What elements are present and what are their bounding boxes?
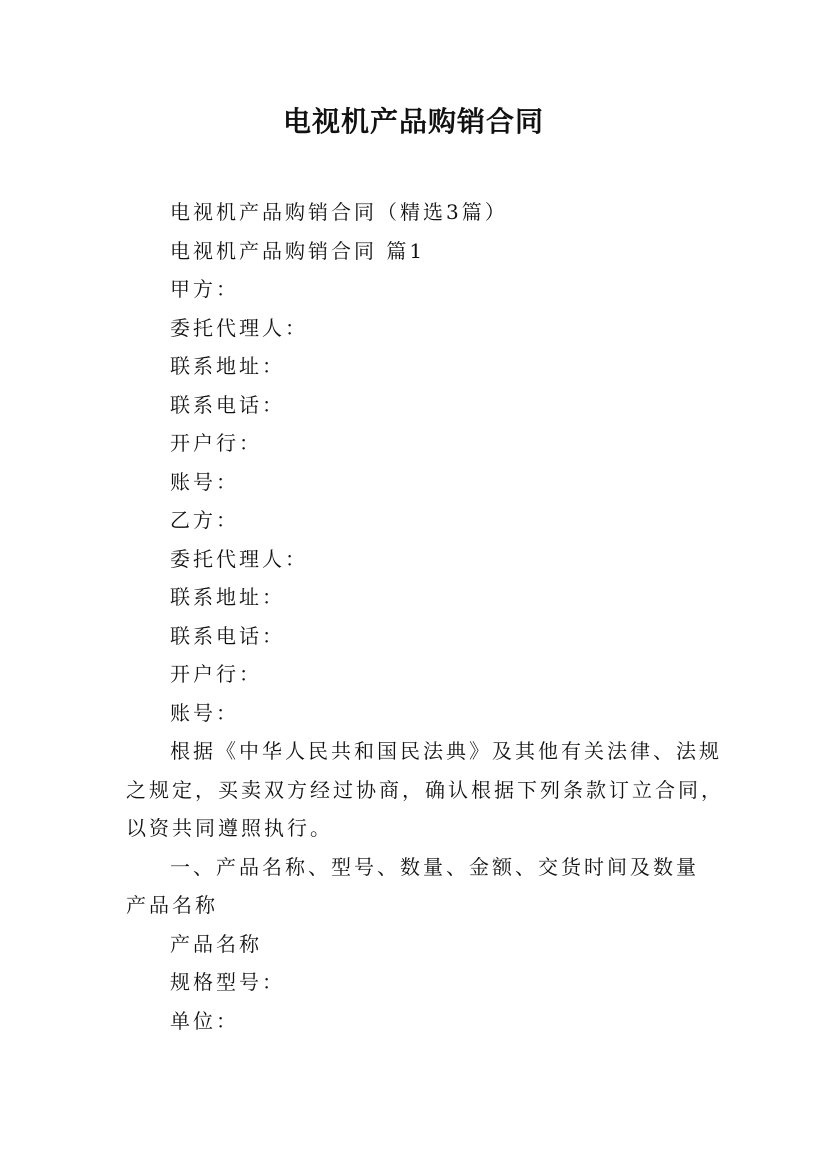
spec-model-label: 规格型号： [170,970,285,994]
party-a-label: 甲方： [170,277,239,301]
product-name-label: 产品名称 [170,931,262,956]
party-a-agent-label: 委托代理人： [170,315,308,340]
party-b-label: 乙方： [170,508,239,532]
party-b-bank-label: 开户行： [170,662,262,686]
party-b-address-label: 联系地址： [170,585,285,609]
intro-line-selected: 电视机产品购销合同（精选3篇） [170,200,508,224]
party-b-agent-label: 委托代理人： [170,546,308,571]
document-title: 电视机产品购销合同 [282,105,544,138]
section-one-heading [126,848,716,925]
legal-basis-line-3: 以资共同遵照执行。 [126,816,333,840]
section-one-heading-line-1: 一、产品名称、型号、数量、金额、交货时间及数量 [170,854,699,879]
party-a-address-label: 联系地址： [170,354,285,378]
party-a-phone-label: 联系电话： [170,392,285,417]
unit-label: 单位： [170,1008,239,1033]
document-body [126,193,724,1040]
party-b-phone-label: 联系电话： [170,623,285,648]
legal-basis-line-1: 根据《中华人民共和国民法典》及其他有关法律、法规 [170,739,722,763]
party-b-account-label: 账号： [170,700,239,725]
legal-basis-paragraph [126,732,724,848]
intro-line-part-1: 电视机产品购销合同 篇1 [170,238,426,263]
legal-basis-line-2: 之规定，买卖双方经过协商，确认根据下列条款订立合同， [126,777,724,802]
section-one-heading-line-2: 产品名称 [126,893,218,917]
party-a-account-label: 账号： [170,469,239,494]
party-a-bank-label: 开户行： [170,431,262,455]
